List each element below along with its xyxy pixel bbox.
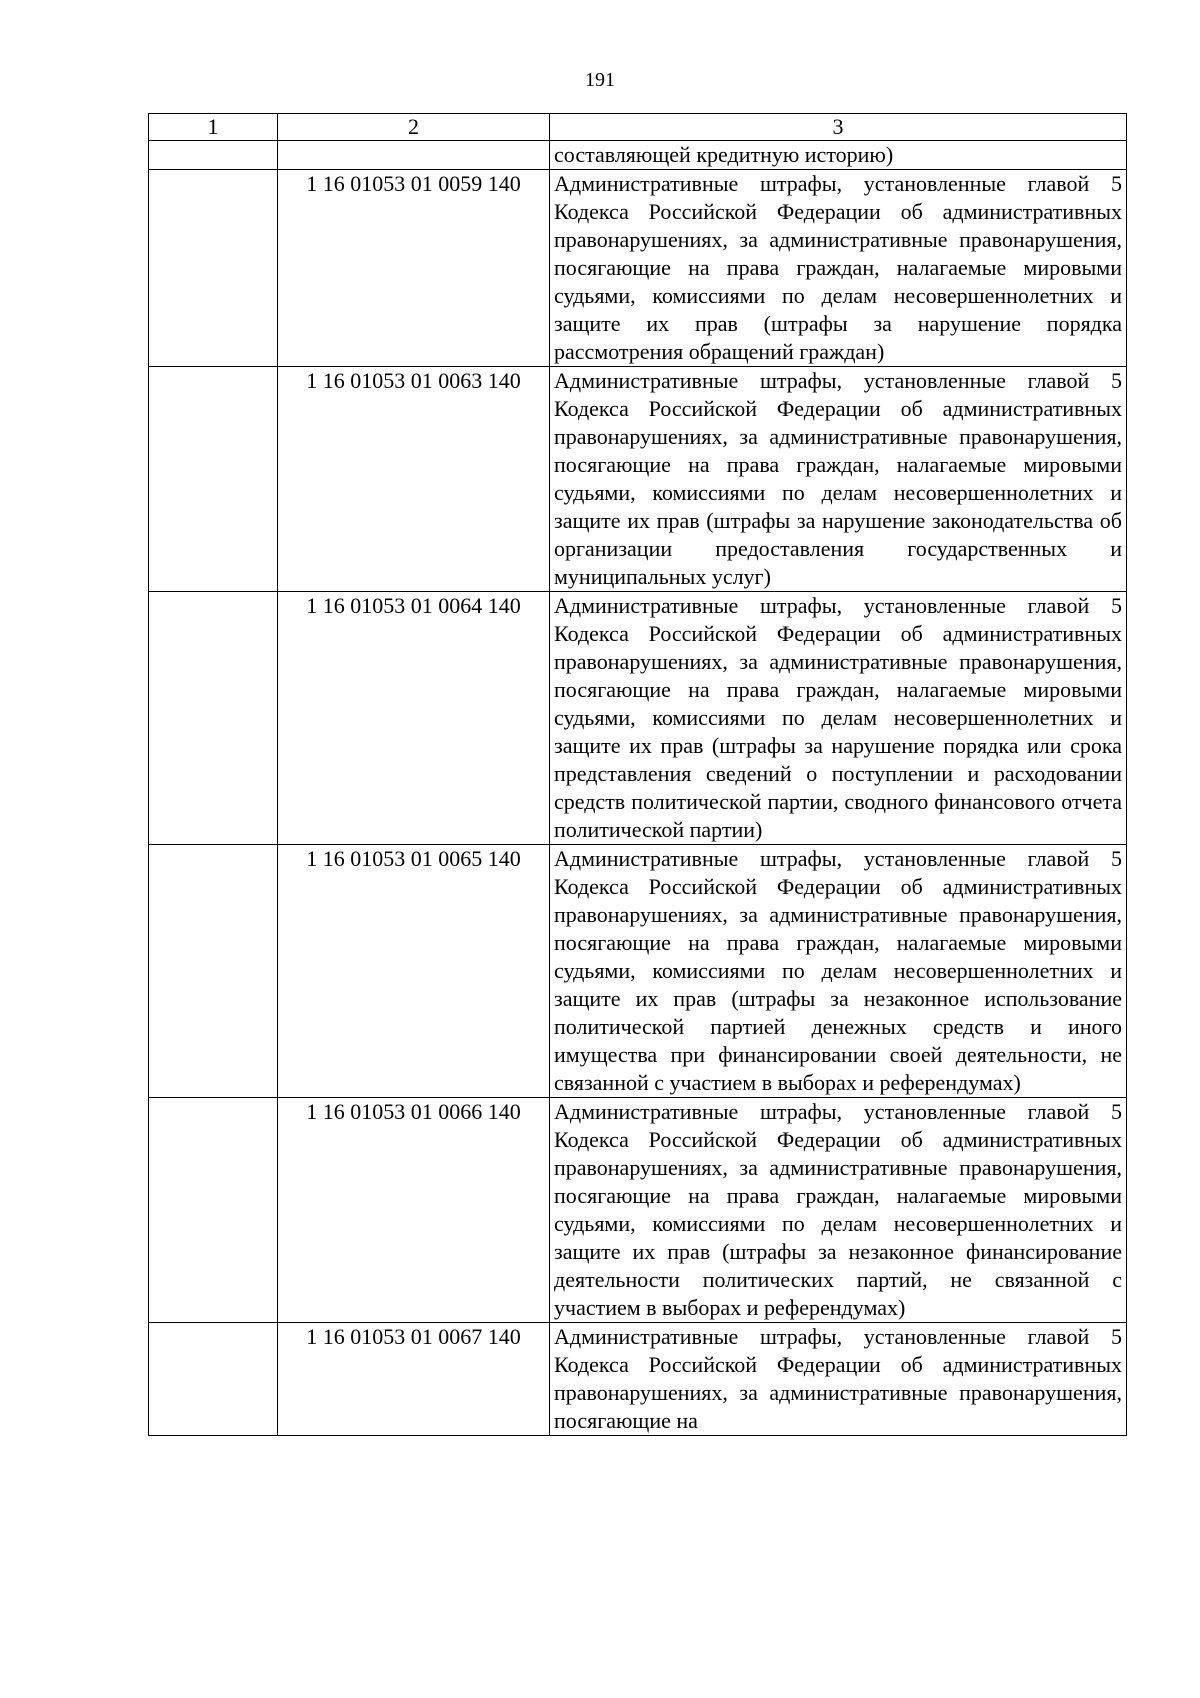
- row-col1: [149, 1098, 278, 1323]
- table-row: [149, 1323, 1127, 1436]
- row-code: [278, 141, 550, 170]
- column-header-2: 2: [278, 114, 550, 141]
- row-col1: [149, 592, 278, 845]
- row-code: 1 16 01053 01 0067 140: [278, 1323, 550, 1436]
- row-col1: [149, 367, 278, 592]
- row-description: Административные штрафы, установленные главой 5 Кодекса Российской Федерации об административных правонарушениях, за административные правонарушения, посягающие на права граждан, налагаемые мировыми судьями, комиссиями по делам несовершеннолетних и защите их прав (штрафы за незаконное использование политической партией денежных средств и иного имущества при финансировании своей деятельности, не связанной с участием в выборах и референдумах): [550, 845, 1127, 1098]
- row-description: составляющей кредитную историю): [550, 141, 1127, 170]
- row-col1: [149, 845, 278, 1098]
- row-description: [550, 1323, 1127, 1436]
- row-col1: [149, 1323, 278, 1436]
- row-code: 1 16 01053 01 0059 140: [278, 170, 550, 367]
- budget-classification-table: [148, 113, 1127, 1436]
- table-header-row: [149, 114, 1127, 141]
- table-row: [149, 170, 1127, 367]
- table-row: [149, 1098, 1127, 1323]
- row-description-text: Административные штрафы, установленные главой 5 Кодекса Российской Федерации об административных правонарушениях, за административные правонарушения, посягающие на: [554, 1324, 1122, 1433]
- column-header-3: 3: [550, 114, 1127, 141]
- row-description: Административные штрафы, установленные главой 5 Кодекса Российской Федерации об административных правонарушениях, за административные правонарушения, посягающие на права граждан, налагаемые мировыми судьями, комиссиями по делам несовершеннолетних и защите их прав (штрафы за нарушение порядка рассмотрения обращений граждан): [550, 170, 1127, 367]
- row-description: Административные штрафы, установленные главой 5 Кодекса Российской Федерации об административных правонарушениях, за административные правонарушения, посягающие на права граждан, налагаемые мировыми судьями, комиссиями по делам несовершеннолетних и защите их прав (штрафы за незаконное финансирование деятельности политических партий, не связанной с участием в выборах и референдумах): [550, 1098, 1127, 1323]
- row-code: 1 16 01053 01 0066 140: [278, 1098, 550, 1323]
- table-row: [149, 592, 1127, 845]
- row-description: Административные штрафы, установленные главой 5 Кодекса Российской Федерации об административных правонарушениях, за административные правонарушения, посягающие на права граждан, налагаемые мировыми судьями, комиссиями по делам несовершеннолетних и защите их прав (штрафы за нарушение законодательства об организации предоставления государственных и муниципальных услуг): [550, 367, 1127, 592]
- row-description: Административные штрафы, установленные главой 5 Кодекса Российской Федерации об административных правонарушениях, за административные правонарушения, посягающие на права граждан, налагаемые мировыми судьями, комиссиями по делам несовершеннолетних и защите их прав (штрафы за нарушение порядка или срока представления сведений о поступлении и расходовании средств политической партии, сводного финансового отчета политической партии): [550, 592, 1127, 845]
- row-code: 1 16 01053 01 0065 140: [278, 845, 550, 1098]
- row-col1: [149, 170, 278, 367]
- row-code: 1 16 01053 01 0063 140: [278, 367, 550, 592]
- table-row: [149, 141, 1127, 170]
- row-code: 1 16 01053 01 0064 140: [278, 592, 550, 845]
- table-row: [149, 367, 1127, 592]
- table-row: [149, 845, 1127, 1098]
- column-header-1: 1: [149, 114, 278, 141]
- page-number: 191: [585, 69, 615, 91]
- row-col1: [149, 141, 278, 170]
